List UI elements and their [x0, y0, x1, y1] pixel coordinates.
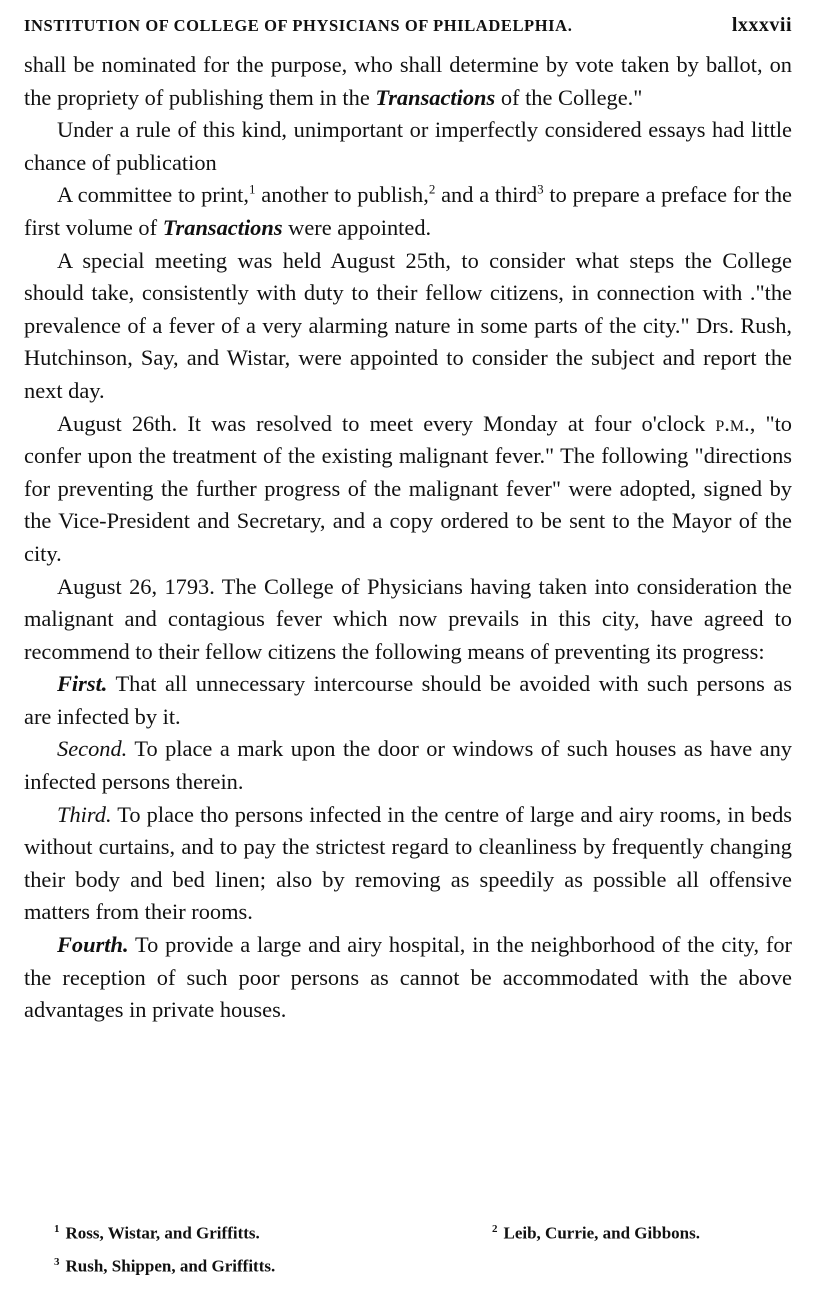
- footnote-ref-2: 2: [428, 181, 436, 197]
- transactions-title-2: Transactions: [162, 214, 283, 240]
- footnote-3: [24, 1248, 275, 1281]
- footnote-row: [24, 1248, 792, 1281]
- footnote-2-mark: 2: [492, 1223, 498, 1235]
- paragraph-3: [24, 179, 792, 244]
- paragraph-1: [24, 49, 792, 114]
- footnote-ref-3: 3: [537, 181, 544, 197]
- footnote-2: [462, 1215, 700, 1248]
- directive-second-text: To place a mark upon the door or windows of such houses as have any infected persons therein.: [24, 736, 792, 795]
- directive-third: [24, 799, 792, 929]
- footnote-ref-1: 1: [249, 181, 256, 197]
- directive-second: [24, 733, 792, 798]
- paragraph-1-text-b: of the College.": [495, 84, 643, 110]
- paragraph-2: Under a rule of this kind, unimportant or imperfectly considered essays had little chance of publication: [24, 117, 792, 175]
- paragraph-3-text-b: another to publish,: [255, 182, 429, 208]
- footnote-1-text: Ross, Wistar, and Griffitts.: [65, 1223, 260, 1243]
- footnote-1: [24, 1215, 462, 1248]
- paragraph-3-text-e: were appointed.: [282, 214, 432, 240]
- directive-first: [24, 668, 792, 733]
- running-head: [24, 14, 792, 37]
- directive-fourth-label: Fourth.: [57, 932, 129, 958]
- paragraph-1-text-a: shall be nominated for the purpose, who shall determine by vote taken by ballot, on the propriety of publishing them in the: [24, 52, 792, 110]
- transactions-title-1: Transactions: [375, 84, 496, 110]
- footnote-2-text: Leib, Currie, and Gibbons.: [503, 1223, 700, 1243]
- footnote-1-mark: 1: [54, 1223, 60, 1235]
- paragraph-4: A special meeting was held August 25th, to consider what steps the College should take, consistently with duty to their fellow citizens, in connection with ."the prevalence of a fever of a very alarming nature in some parts of the city." Drs. Rush, Hutchinson, Say, and Wistar, were appointed to consider the subject and report the next day.: [24, 247, 792, 403]
- paragraph-6: August 26, 1793. The College of Physicians having taken into consideration the malignant and contagious fever which now prevails in this city, have agreed to recommend to their fellow citizens the following means of preventing its progress:: [24, 573, 792, 664]
- pm-abbreviation: p.m.: [715, 410, 750, 436]
- footnote-3-text: Rush, Shippen, and Griffitts.: [65, 1256, 276, 1276]
- directive-second-label: Second.: [57, 736, 128, 762]
- page-number: lxxxvii: [731, 14, 792, 36]
- directive-third-text: To place tho persons infected in the centre of large and airy rooms, in beds without curtains, and to pay the strictest regard to cleanliness by frequently changing their body and bed linen; also by removing as speedily as possible all offensive matters from their rooms.: [24, 801, 792, 925]
- page: [24, 14, 792, 1027]
- directive-first-label: First.: [57, 671, 108, 697]
- directive-first-text: That all unnecessary intercourse should be avoided with such persons as are infected by it.: [24, 671, 792, 729]
- running-head-title: INSTITUTION OF COLLEGE OF PHYSICIANS OF PHILADELPHIA.: [24, 16, 573, 35]
- paragraph-5: [24, 408, 792, 571]
- footnotes: [24, 1215, 792, 1280]
- paragraph-3-text-a: A committee to print,: [57, 182, 249, 208]
- paragraph-5-text-a: August 26th. It was resolved to meet every Monday at four o'clock: [57, 410, 716, 436]
- directive-fourth-text: To provide a large and airy hospital, in the neighborhood of the city, for the reception of such poor persons as cannot be accommodated with the above advantages in private houses.: [24, 932, 792, 1023]
- paragraph-3-text-c: and a third: [435, 182, 538, 208]
- footnote-3-mark: 3: [54, 1255, 60, 1268]
- paragraph-5-text-b: , "to confer upon the treatment of the existing malignant fever." The following "directions for preventing the further progress of the malignant fever" were adopted, signed by the Vice-President and Secretary, and a copy ordered to be sent to the Mayor of the city.: [24, 410, 792, 566]
- directive-fourth: [24, 929, 792, 1027]
- paragraph-3-text-d: to prepare a preface for the first volume of: [24, 182, 792, 240]
- directive-third-label: Third.: [57, 801, 112, 827]
- body-text: [24, 49, 792, 1027]
- footnote-row: [24, 1215, 792, 1248]
